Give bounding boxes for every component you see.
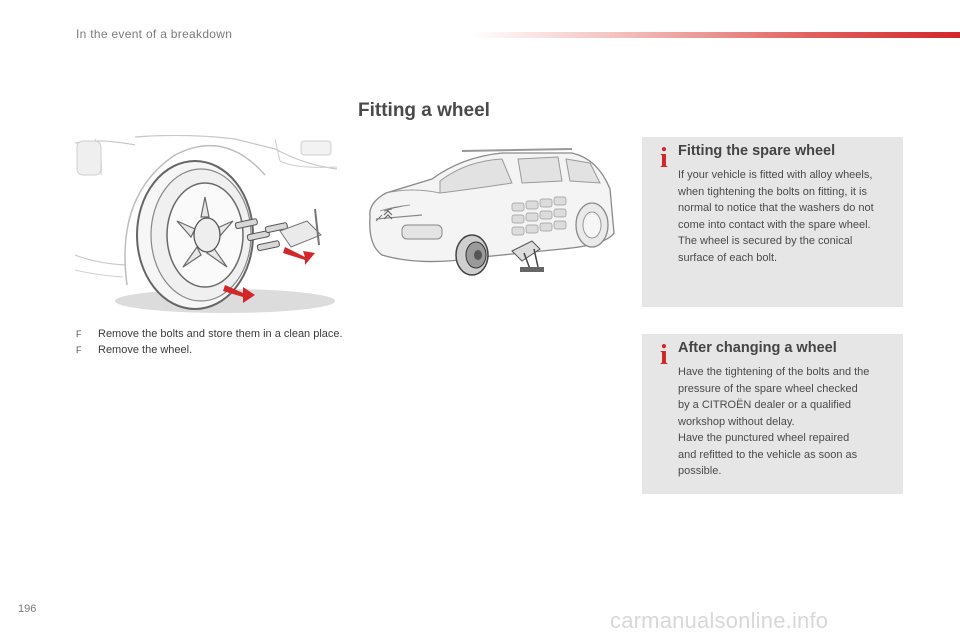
instruction-text: Remove the wheel. [98, 344, 193, 356]
info-box-after-changing [642, 334, 903, 494]
info-line: pressure of the spare wheel checked [678, 382, 858, 395]
car-jacked-illustration [362, 145, 620, 287]
info-box-title: After changing a wheel [678, 340, 837, 356]
info-line: when tightening the bolts on fitting, it is [678, 185, 867, 198]
info-line: normal to notice that the washers do not [678, 202, 874, 214]
info-line: by a CITROËN dealer or a qualified [678, 399, 852, 411]
wheel-removal-illustration [75, 135, 337, 313]
info-box-spare-wheel [642, 137, 903, 307]
section-title: Fitting a wheel [358, 100, 490, 121]
info-box-body [678, 167, 900, 266]
info-line: surface of each bolt. [678, 251, 778, 264]
instruction-list [76, 326, 346, 358]
info-box-title: Fitting the spare wheel [678, 143, 836, 159]
info-line: and refitted to the vehicle as soon as [678, 448, 858, 461]
info-line: If your vehicle is fitted with alloy wheels, [678, 169, 873, 181]
info-line: The wheel is secured by the conical [678, 235, 853, 247]
info-line: Have the punctured wheel repaired [678, 432, 850, 444]
page-number: 196 [18, 603, 37, 615]
info-line: Have the tightening of the bolts and the [678, 366, 870, 378]
page-header-title: In the event of a breakdown [76, 27, 233, 41]
list-item [76, 326, 346, 342]
info-line: possible. [678, 465, 722, 477]
info-line: come into contact with the spare wheel. [678, 218, 871, 231]
header-accent-bar [470, 32, 960, 38]
info-icon: i [660, 340, 668, 371]
list-item [76, 342, 346, 358]
instruction-text: Remove the bolts and store them in a clean place. [98, 328, 343, 340]
watermark: carmanualsonline.info [610, 608, 829, 633]
info-line: workshop without delay. [678, 415, 795, 428]
info-icon: i [660, 143, 668, 174]
info-box-body [678, 364, 900, 480]
bullet-checkbox-icon: F [76, 329, 82, 339]
bullet-checkbox-icon: F [76, 345, 82, 355]
